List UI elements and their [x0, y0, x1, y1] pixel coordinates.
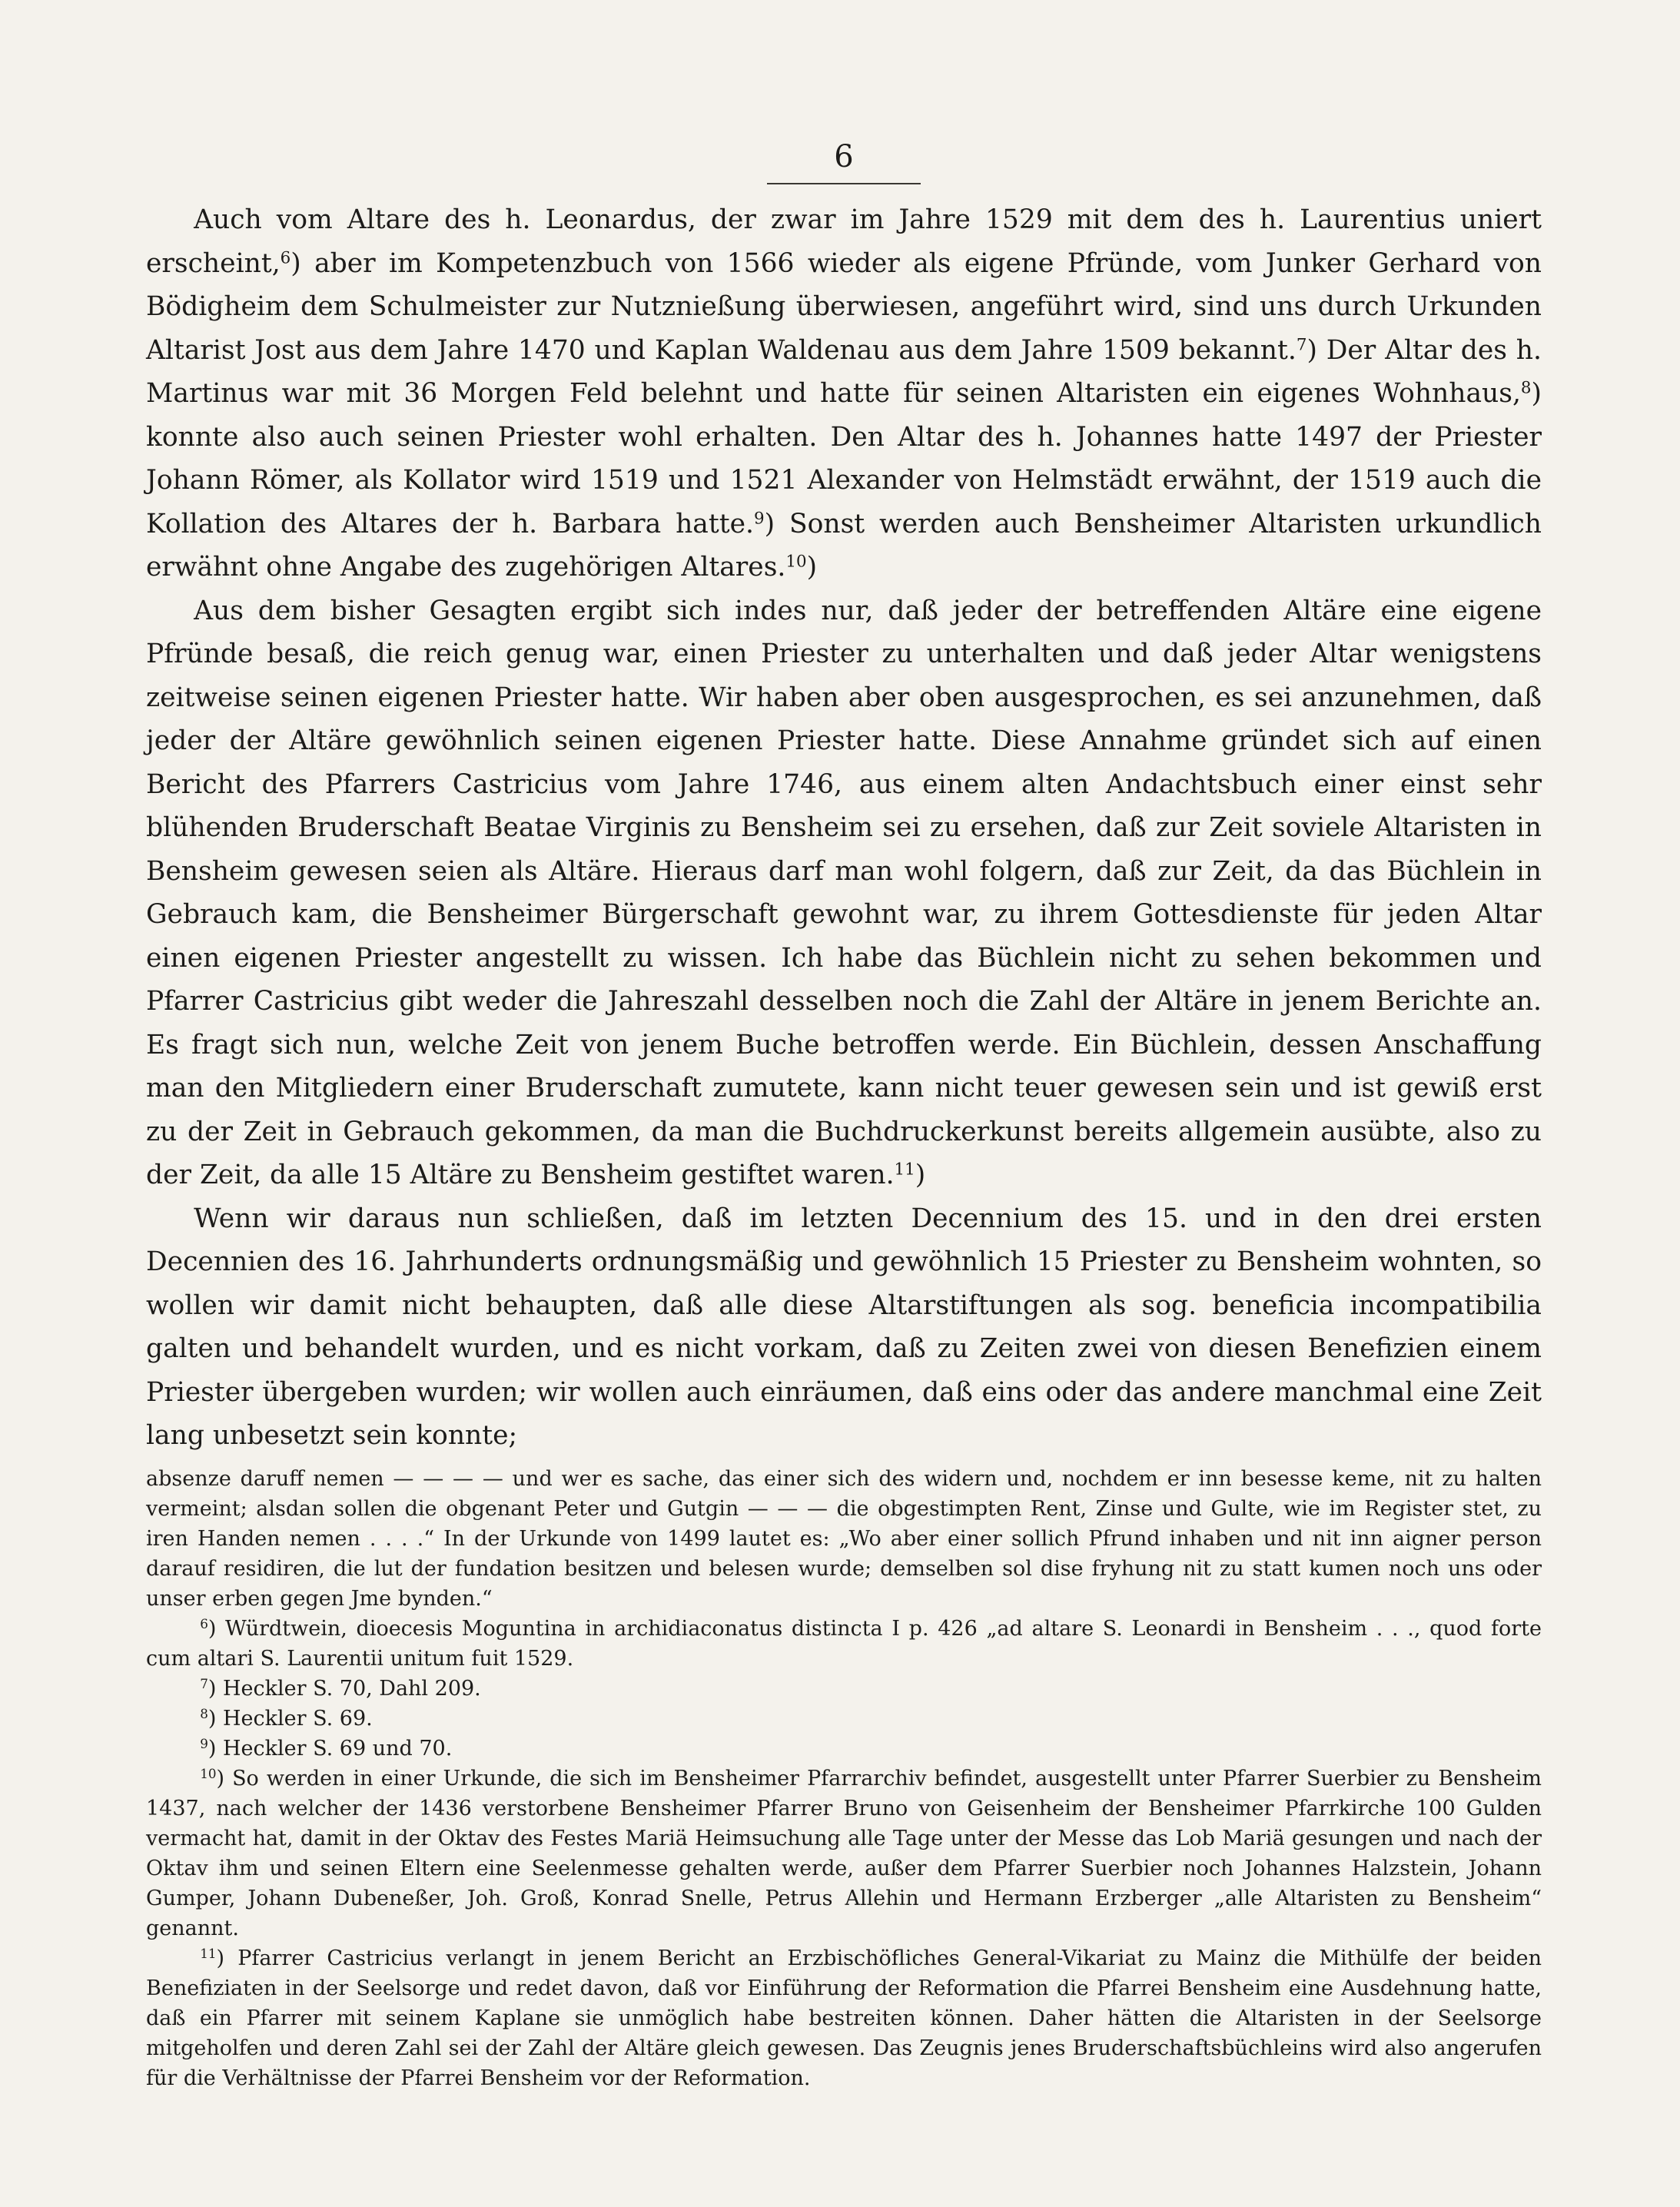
text-run: ) Sonst werden auch Bensheimer Altaristen urkundlich erwähnt ohne Angabe des zugehörigen Altares. [146, 508, 1542, 582]
footnote-marker: 10 [785, 552, 807, 572]
footnote-marker: 7 [1296, 334, 1307, 354]
text-run: ) So werden in einer Urkunde, die sich im Bensheimer Pfarrarchiv befindet, ausgestellt unter Pfarrer Suerbier zu Bensheim 1437, nach welcher der 1436 verstorbene Bensheimer Pfarrer Bruno von Geisenheim der Bensheimer Pfarrkirche 100 Gulden vermacht hat, damit in der Oktav des Festes Mariä Heimsuchung alle Tage unter der Messe das Lob Mariä gesungen und nach der Oktav ihm und seinen Eltern eine Seelenmesse gehalten werde, außer dem Pfarrer Suerbier noch Johannes Halzstein, Johann Gumper, Johann Dubeneßer, Joh. Groß, Konrad Snelle, Petrus Allehin und Hermann Erzberger „alle Altaristen zu Bensheim“ genannt. [146, 1766, 1542, 1940]
footnote [146, 1704, 1542, 1734]
body-paragraph [146, 1197, 1542, 1458]
footnote [146, 1764, 1542, 1943]
footnote [146, 1464, 1542, 1614]
page-number: 6 [834, 139, 854, 174]
text-run: Auch vom Altare des h. Leonardus, der zwar im Jahre 1529 mit dem des h. Laurentius uniert erscheint, [146, 204, 1542, 279]
main-text [146, 198, 1542, 1458]
text-run: Aus dem bisher Gesagten ergibt sich indes nur, daß jeder der betreffenden Altäre eine eigene Pfründe besaß, die reich genug war, einen Priester zu unterhalten und daß jeder Altar wenigstens zeitweise seinen eigenen Priester hatte. Wir haben aber oben ausgesprochen, es sei anzunehmen, daß jeder der Altäre gewöhnlich seinen eigenen Priester hatte. Diese Annahme gründet sich auf einen Bericht des Pfarrers Castricius vom Jahre 1746, aus einem alten Andachtsbuch einer einst sehr blühenden Bruderschaft Beatae Virginis zu Bensheim sei zu ersehen, daß zur Zeit soviele Altaristen in Bensheim gewesen seien als Altäre. Hieraus darf man wohl folgern, daß zur Zeit, da das Büchlein in Gebrauch kam, die Bensheimer Bürgerschaft gewohnt war, zu ihrem Gottesdienste für jeden Altar einen eigenen Priester angestellt zu wissen. Ich habe das Büchlein nicht zu sehen bekommen und Pfarrer Castricius gibt weder die Jahreszahl desselben noch die Zahl der Altäre in jenem Berichte an. Es fragt sich nun, welche Zeit von jenem Buche betroffen werde. Ein Büchlein, dessen Anschaffung man den Mitgliedern einer Bruderschaft zumutete, kann nicht teuer gewesen sein und ist gewiß erst zu der Zeit in Gebrauch gekommen, da man die Buchdruckerkunst bereits allgemein ausübte, also zu der Zeit, da alle 15 Altäre zu Bensheim gestiftet waren. [146, 595, 1542, 1190]
text-run: absenze daruff nemen — — — — und wer es sache, das einer sich des widern und, nochdem er inn besesse keme, nit zu halten vermeint; alsdan sollen die obgenant Peter und Gutgin — — — die obgestimpten Rent, Zinse und Gulte, wie im Register stet, zu iren Handen nemen . . . .“ In der Urkunde von 1499 lautet es: „Wo aber einer sollich Pfrund inhaben und nit inn aigner person darauf residiren, die lut der fundation besitzen und belesen wurde; demselben sol dise fryhung nit zu statt kumen noch uns oder unser erben gegen Jme bynden.“ [146, 1466, 1542, 1611]
text-run: ) [915, 1160, 926, 1190]
footnote-marker: 7 [200, 1675, 208, 1691]
text-run: Wenn wir daraus nun schließen, daß im letzten Decennium des 15. und in den drei ersten Decennien des 16. Jahrhunderts ordnungsmäßig und gewöhnlich 15 Priester zu Bensheim wohnten, so wollen wir damit nicht behaupten, daß alle diese Altarstiftungen als sog. beneficia incompatibilia galten und behandelt wurden, und es nicht vorkam, daß zu Zeiten zwei von diesen Benefizien einem Priester übergeben wurden; wir wollen auch einräumen, daß eins oder das andere manchmal eine Zeit lang unbesetzt sein konnte; [146, 1203, 1542, 1451]
text-run: ) Pfarrer Castricius verlangt in jenem Bericht an Erzbischöfliches General-Vikariat zu Mainz die Mithülfe der beiden Benefiziaten in der Seelsorge und redet davon, daß vor Einführung der Reformation die Pfarrei Bensheim eine Ausdehnung hatte, daß ein Pfarrer mit seinem Kaplane sie unmöglich habe bestreiten können. Daher hätten die Altaristen in der Seelsorge mitgeholfen und deren Zahl sei der Zahl der Altäre gleich gewesen. Das Zeugnis jenes Bruderschaftsbüchleins wird also angerufen für die Verhältnisse der Pfarrei Bensheim vor der Reformation. [146, 1946, 1542, 2090]
text-run: ) Heckler S. 70, Dahl 209. [208, 1676, 481, 1701]
footnote-marker: 11 [200, 1945, 217, 1961]
body-paragraph [146, 589, 1542, 1197]
text-run: ) Heckler S. 69 und 70. [208, 1736, 453, 1761]
footnote [146, 1674, 1542, 1704]
footnote-marker: 8 [200, 1705, 208, 1721]
footnote-marker: 6 [280, 247, 291, 267]
footnote-marker: 9 [200, 1735, 208, 1751]
text-run: ) Heckler S. 69. [208, 1706, 373, 1731]
footnote-marker: 10 [200, 1765, 217, 1781]
text-run: ) [806, 552, 818, 582]
footnote [146, 1734, 1542, 1764]
footnote-marker: 8 [1520, 378, 1532, 398]
text-run: ) Würdtwein, dioecesis Moguntina in archidiaconatus distincta I p. 426 „ad altare S. Leonardi in Bensheim . . ., quod forte cum altari S. Laurentii unitum fuit 1529. [146, 1616, 1542, 1671]
text-run: ) aber im Kompetenzbuch von 1566 wieder als eigene Pfründe, vom Junker Gerhard von Bödigheim dem Schulmeister zur Nutznießung überwiesen, angeführt wird, sind uns durch Urkunden Altarist Jost aus dem Jahre 1470 und Kaplan Waldenau aus dem Jahre 1509 bekannt. [146, 247, 1542, 366]
text-run: ) konnte also auch seinen Priester wohl erhalten. Den Altar des h. Johannes hatte 1497 der Priester Johann Römer, als Kollator wird 1519 und 1521 Alexander von Helmstädt erwähnt, der 1519 auch die Kollation des Altares der h. Barbara hatte. [146, 378, 1542, 539]
body-paragraph [146, 198, 1542, 589]
page-number-rule [767, 183, 921, 184]
footnote [146, 1943, 1542, 2093]
footnote [146, 1614, 1542, 1674]
footnote-marker: 9 [753, 508, 765, 528]
text-run: ) Der Altar des h. Martinus war mit 36 Morgen Feld belehnt und hatte für seinen Altaristen ein eigenes Wohnhaus, [146, 334, 1542, 409]
footnote-marker: 11 [894, 1160, 915, 1180]
footnotes [146, 1464, 1542, 2093]
footnote-marker: 6 [200, 1615, 208, 1631]
